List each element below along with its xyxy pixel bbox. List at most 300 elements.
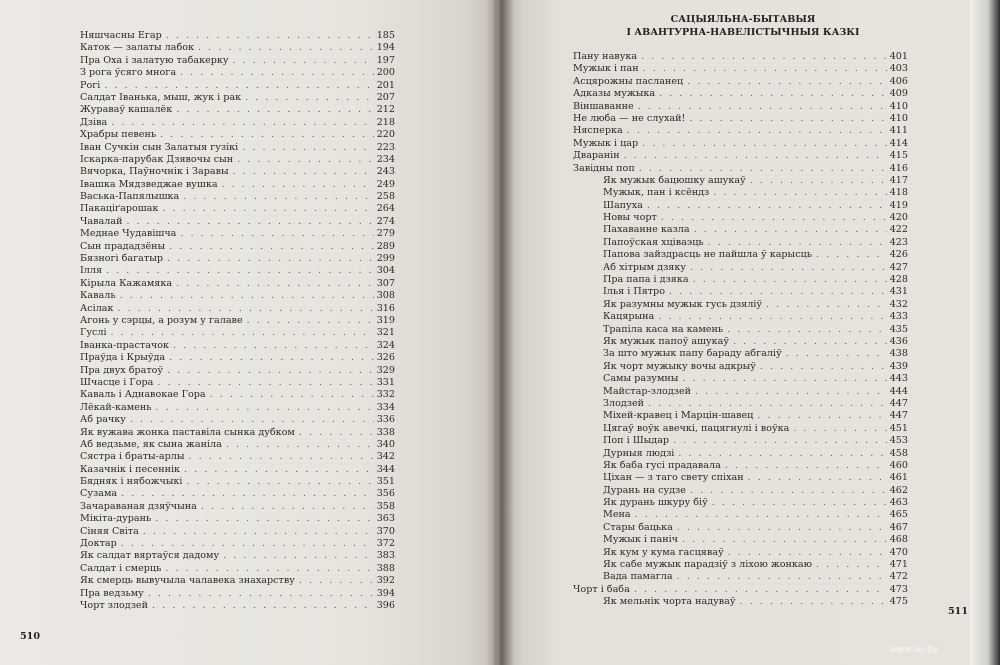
toc-entry-page: 329	[376, 364, 395, 376]
toc-entry-title: Шапуха	[603, 199, 643, 211]
toc-entry	[573, 175, 908, 187]
toc-entry-page: 388	[376, 562, 395, 574]
toc-dot-leader	[789, 423, 886, 435]
toc-entry	[573, 596, 908, 608]
toc-entry-title: Дзіва	[80, 116, 108, 128]
toc-entry	[80, 526, 395, 538]
toc-entry-title: Храбры певень	[80, 129, 157, 141]
toc-entry-page: 185	[376, 30, 395, 41]
toc-entry	[573, 187, 908, 199]
toc-entry	[573, 373, 908, 385]
toc-dot-leader	[744, 472, 887, 484]
toc-entry-page: 473	[889, 583, 908, 595]
toc-entry	[573, 200, 908, 212]
toc-entry-page: 438	[889, 348, 908, 360]
toc-dot-leader	[620, 150, 887, 162]
toc-entry-title: Іван Сучкін сын Залатыя гузікі	[80, 141, 239, 153]
toc-dot-leader	[724, 547, 887, 559]
toc-dot-leader	[643, 200, 887, 212]
toc-dot-leader	[708, 497, 887, 509]
toc-entry-page: 338	[376, 426, 395, 438]
toc-entry-title: Новы чорт	[603, 212, 657, 224]
toc-entry-page: 289	[376, 240, 395, 252]
toc-entry-page: 416	[889, 162, 908, 174]
toc-entry-page: 471	[889, 559, 908, 571]
page-edge	[970, 0, 1000, 665]
toc-entry-title: Мужык, пан і ксёндз	[603, 187, 710, 199]
toc-entry	[573, 522, 908, 534]
toc-dot-leader	[218, 179, 374, 191]
toc-entry	[573, 311, 908, 323]
toc-entry	[80, 154, 395, 166]
toc-dot-leader	[812, 249, 887, 261]
toc-entry-title: Міхей-кравец і Марцін-шавец	[603, 410, 754, 422]
toc-entry-title: Пахаванне казла	[603, 224, 690, 236]
toc-entry-page: 392	[376, 575, 395, 587]
toc-dot-leader	[151, 513, 373, 525]
toc-entry	[573, 286, 908, 298]
toc-dot-leader	[163, 365, 374, 377]
toc-entry-page: 220	[376, 129, 395, 141]
toc-entry-page: 334	[376, 401, 395, 413]
toc-dot-leader	[152, 402, 374, 414]
toc-entry	[573, 125, 908, 137]
toc-entry-title: Ілья і Пятро	[603, 286, 665, 298]
toc-entry	[80, 80, 395, 92]
toc-entry-title: Папоўская хціваэць	[603, 236, 704, 248]
toc-entry-title: Адказы мужыка	[573, 88, 656, 100]
toc-entry-title: Пра папа і дзяка	[603, 274, 689, 286]
toc-entry-title: Доктар	[80, 538, 117, 550]
toc-entry	[80, 228, 395, 240]
toc-entry-page: 363	[376, 513, 395, 525]
toc-entry	[80, 42, 395, 54]
toc-entry-page: 331	[376, 376, 395, 388]
toc-entry-page: 436	[889, 335, 908, 347]
toc-entry	[80, 588, 395, 600]
toc-entry-page: 344	[376, 463, 395, 475]
toc-entry-title: Дурныя людзі	[603, 447, 675, 459]
toc-entry-title: Вячорка, Паўночнік і Заравы	[80, 166, 229, 178]
toc-entry-page: 200	[376, 67, 395, 79]
toc-entry-title: Цягаў воўк авечкі, пацягнулі і воўка	[603, 422, 790, 434]
toc-entry-title: Пакаціґарошак	[80, 203, 159, 215]
toc-entry	[573, 101, 908, 113]
toc-entry-title: Як дурань шкуру біў	[603, 497, 708, 509]
toc-entry-page: 447	[889, 397, 908, 409]
toc-entry-title: Кацярына	[603, 311, 655, 323]
toc-entry-title: Салдат Іванька, мыш, жук і рак	[80, 91, 242, 103]
toc-entry	[80, 278, 395, 290]
toc-entry-page: 411	[889, 125, 908, 137]
toc-dot-leader	[176, 67, 374, 79]
toc-entry-title: Агонь у сэрцы, а розум у галаве	[80, 314, 243, 326]
toc-entry	[80, 550, 395, 562]
toc-entry-page: 194	[376, 42, 395, 54]
toc-entry-title: Іванка-прастачок	[80, 339, 170, 351]
toc-dot-leader	[635, 163, 887, 175]
toc-entry-page: 223	[376, 141, 395, 153]
toc-entry-page: 428	[889, 274, 908, 286]
toc-entry-title: Аб рачку	[80, 414, 126, 426]
toc-dot-leader	[179, 191, 373, 203]
toc-dot-leader	[197, 501, 374, 513]
toc-entry-page: 264	[376, 203, 395, 215]
toc-entry	[573, 497, 908, 509]
toc-entry-title: Поп і Шыдар	[603, 435, 670, 447]
toc-entry	[80, 253, 395, 265]
toc-entry	[573, 435, 908, 447]
toc-entry-page: 475	[889, 596, 908, 608]
toc-dot-leader	[100, 80, 373, 92]
toc-dot-leader	[172, 278, 374, 290]
toc-entry-title: Завідны поп	[573, 162, 635, 174]
toc-entry	[80, 179, 395, 191]
toc-entry-title: З рога ўсяго многа	[80, 67, 177, 79]
toc-dot-leader	[691, 386, 887, 398]
toc-entry-page: 463	[889, 497, 908, 509]
toc-dot-leader	[180, 464, 374, 476]
toc-entry	[80, 365, 395, 377]
toc-entry-page: 417	[889, 174, 908, 186]
toc-entry-page: 470	[889, 546, 908, 558]
toc-entry-title: За што мужык папу бараду абгаліў	[603, 348, 782, 360]
toc-entry-page: 197	[376, 54, 395, 66]
toc-dot-leader	[630, 584, 887, 596]
toc-entry-title: Як вужава жонка паставіла сынка дубком	[80, 426, 295, 438]
toc-entry-page: 396	[376, 599, 395, 611]
toc-entry-title: Аб ведзьме, як сына жаніла	[80, 438, 222, 450]
toc-entry	[80, 389, 395, 401]
left-page-number: 510	[20, 631, 41, 642]
toc-dot-leader	[139, 526, 374, 538]
toc-dot-leader	[685, 113, 886, 125]
toc-entry	[573, 410, 908, 422]
toc-entry-title: Як разумны мужык гусь дзяліў	[603, 298, 763, 310]
toc-dot-leader	[102, 265, 374, 277]
toc-dot-leader	[156, 129, 374, 141]
toc-entry-title: Ілля	[80, 265, 103, 277]
toc-entry	[573, 76, 908, 88]
toc-entry-page: 356	[376, 488, 395, 500]
toc-dot-leader	[295, 575, 374, 587]
toc-entry-title: Трапіла каса на камень	[603, 323, 724, 335]
toc-dot-leader	[165, 241, 374, 253]
toc-entry	[573, 88, 908, 100]
toc-entry-page: 406	[889, 75, 908, 87]
toc-dot-leader	[107, 327, 374, 339]
toc-entry-page: 432	[889, 298, 908, 310]
toc-entry-title: Не люба — не слухай!	[573, 112, 686, 124]
toc-dot-leader	[654, 311, 886, 323]
toc-entry-title: Як мужык бацюшку ашукаў	[603, 174, 746, 186]
toc-dot-leader	[183, 476, 374, 488]
toc-entry-title: Як баба гусі прадавала	[603, 459, 721, 471]
toc-dot-leader	[704, 237, 887, 249]
toc-dot-leader	[233, 154, 374, 166]
toc-entry-title: Мужык і цар	[573, 137, 639, 149]
toc-entry-title: Жураваў кашалёк	[80, 104, 173, 116]
toc-entry-page: 394	[376, 587, 395, 599]
toc-dot-leader	[206, 389, 374, 401]
toc-dot-leader	[638, 138, 887, 150]
toc-entry	[80, 241, 395, 253]
toc-entry-page: 415	[889, 150, 908, 162]
toc-entry-title: Злодзей	[603, 397, 645, 409]
toc-entry-title: Бядняк і нябожчыкі	[80, 476, 183, 488]
toc-entry-title: Стары бацька	[603, 521, 673, 533]
toc-entry-page: 319	[376, 314, 395, 326]
left-toc-list	[80, 30, 395, 612]
toc-dot-leader	[709, 187, 886, 199]
toc-entry-page: 472	[889, 571, 908, 583]
toc-entry-title: Мужык і паніч	[603, 534, 679, 546]
toc-entry	[80, 166, 395, 178]
toc-entry-page: 326	[376, 352, 395, 364]
toc-entry	[80, 575, 395, 587]
toc-entry-title: Гуслі	[80, 327, 107, 339]
toc-dot-leader	[116, 290, 374, 302]
toc-entry	[80, 488, 395, 500]
toc-entry-page: 447	[889, 410, 908, 422]
toc-entry-page: 308	[376, 290, 395, 302]
toc-entry-title: Як салдат вяртаўся дадому	[80, 550, 220, 562]
toc-dot-leader	[723, 324, 887, 336]
toc-entry-page: 420	[889, 212, 908, 224]
toc-entry-title: Аб хітрым дзяку	[603, 261, 686, 273]
section-heading-line-1: САЦЫЯЛЬНА-БЫТАВЫЯ	[670, 14, 816, 25]
toc-dot-leader	[194, 42, 374, 54]
toc-entry-page: 403	[889, 63, 908, 75]
toc-entry	[80, 340, 395, 352]
toc-entry-title: Пра Оха і залатую табакерку	[80, 54, 229, 66]
toc-entry-page: 370	[376, 525, 395, 537]
toc-entry-title: Папова зайздрасць не пайшла ў карысць	[603, 249, 812, 261]
toc-entry-page: 462	[889, 484, 908, 496]
toc-entry	[573, 63, 908, 75]
toc-dot-leader	[812, 559, 887, 571]
toc-entry	[573, 485, 908, 497]
toc-entry	[80, 129, 395, 141]
toc-entry-title: Іскарка-парубак Дзявочы сын	[80, 153, 234, 165]
toc-entry-title: Дваранін	[573, 150, 620, 162]
toc-entry	[573, 237, 908, 249]
toc-entry-title: Мена	[603, 509, 631, 521]
toc-entry-page: 465	[889, 509, 908, 521]
toc-entry-page: 201	[376, 79, 395, 91]
toc-entry-page: 321	[376, 327, 395, 339]
toc-entry-page: 258	[376, 191, 395, 203]
toc-dot-leader	[219, 550, 374, 562]
toc-entry-page: 468	[889, 534, 908, 546]
toc-entry	[80, 67, 395, 79]
toc-entry-title: Чорт і баба	[573, 583, 630, 595]
toc-entry-title: Бязногі багатыр	[80, 253, 163, 265]
toc-dot-leader	[117, 538, 374, 550]
toc-entry-title: Як чорт мужыку вочы адкрыў	[603, 360, 756, 372]
toc-dot-leader	[222, 439, 374, 451]
toc-entry-title: Асцярожны пасланец	[573, 75, 684, 87]
toc-entry-title: Чавалай	[80, 215, 123, 227]
toc-entry	[80, 203, 395, 215]
toc-entry-title: Мужык і пан	[573, 63, 639, 75]
toc-entry-page: 409	[889, 88, 908, 100]
toc-entry	[80, 290, 395, 302]
toc-dot-leader	[229, 55, 374, 67]
toc-entry-page: 383	[376, 550, 395, 562]
toc-dot-leader	[753, 410, 886, 422]
toc-entry-title: Пра двух братоў	[80, 364, 164, 376]
toc-entry	[573, 534, 908, 546]
toc-entry-title: Майстар-злодзей	[603, 385, 692, 397]
toc-entry-title: Сіняя Світа	[80, 525, 139, 537]
toc-dot-leader	[117, 488, 374, 500]
toc-dot-leader	[122, 216, 373, 228]
toc-entry-title: Як кум у кума гасцяваў	[603, 546, 724, 558]
toc-entry-title: Меднае Чудавішча	[80, 228, 177, 240]
toc-entry	[80, 563, 395, 575]
toc-dot-leader	[295, 427, 374, 439]
toc-entry-title: Ціхан — з таго свету спіхан	[603, 472, 744, 484]
toc-entry-title: Васька-Папялышка	[80, 191, 180, 203]
toc-entry	[80, 427, 395, 439]
toc-entry	[573, 472, 908, 484]
toc-entry-page: 336	[376, 414, 395, 426]
toc-dot-leader	[665, 286, 887, 298]
toc-entry	[573, 163, 908, 175]
toc-dot-leader	[158, 203, 373, 215]
toc-entry-title: Сын прададзёны	[80, 240, 166, 252]
toc-entry-title: Каваль і Аднавокае Гора	[80, 389, 206, 401]
toc-entry-page: 443	[889, 373, 908, 385]
toc-entry	[573, 559, 908, 571]
toc-entry-page: 340	[376, 438, 395, 450]
toc-dot-leader	[161, 563, 373, 575]
toc-dot-leader	[644, 398, 887, 410]
toc-entry-page: 212	[376, 104, 395, 116]
toc-entry-title: Каток — залаты лабок	[80, 42, 195, 54]
toc-entry	[573, 571, 908, 583]
toc-entry-page: 410	[889, 112, 908, 124]
toc-entry-page: 351	[376, 476, 395, 488]
toc-entry-title: Як мужык папоў ашукаў	[603, 335, 730, 347]
toc-entry-page: 410	[889, 100, 908, 112]
toc-entry-page: 324	[376, 339, 395, 351]
toc-entry-page: 274	[376, 215, 395, 227]
toc-entry-page: 419	[889, 199, 908, 211]
toc-entry-title: Дурань на судзе	[603, 484, 686, 496]
toc-entry-title: Як сабе мужык парадзіў з ліхою жонкаю	[603, 559, 812, 571]
toc-entry-title: Каваль	[80, 290, 116, 302]
toc-entry-title: Салдат і смерць	[80, 562, 162, 574]
toc-dot-leader	[637, 51, 887, 63]
toc-entry	[80, 414, 395, 426]
toc-dot-leader	[631, 509, 887, 521]
toc-entry	[573, 262, 908, 274]
toc-entry-page: 372	[376, 538, 395, 550]
toc-entry-page: 307	[376, 277, 395, 289]
toc-entry	[80, 265, 395, 277]
toc-entry	[573, 224, 908, 236]
toc-dot-leader	[736, 596, 887, 608]
toc-dot-leader	[634, 101, 887, 113]
toc-dot-leader	[148, 600, 374, 612]
toc-entry-title: Шчасце і Гора	[80, 376, 154, 388]
toc-entry	[573, 584, 908, 596]
toc-dot-leader	[756, 361, 887, 373]
toc-entry-title: Вада памагла	[603, 571, 673, 583]
toc-dot-leader	[729, 336, 887, 348]
toc-entry-title: Чорт злодзей	[80, 599, 149, 611]
toc-entry	[573, 299, 908, 311]
toc-entry-page: 453	[889, 435, 908, 447]
toc-dot-leader	[669, 435, 887, 447]
toc-dot-leader	[107, 117, 373, 129]
toc-entry	[80, 501, 395, 513]
toc-entry-page: 234	[376, 153, 395, 165]
toc-dot-leader	[162, 30, 374, 42]
toc-entry-title: Нясперка	[573, 125, 623, 137]
toc-entry	[573, 509, 908, 521]
toc-entry-page: 218	[376, 116, 395, 128]
toc-entry-title: Івашка Мядзведжае вушка	[80, 178, 218, 190]
toc-entry	[80, 55, 395, 67]
toc-dot-leader	[241, 92, 374, 104]
toc-dot-leader	[623, 125, 887, 137]
toc-entry	[573, 212, 908, 224]
toc-entry	[573, 448, 908, 460]
toc-entry	[573, 423, 908, 435]
toc-dot-leader	[165, 352, 374, 364]
toc-entry-title: Кірыла Кажамяка	[80, 277, 173, 289]
toc-dot-leader	[229, 166, 374, 178]
toc-dot-leader	[655, 88, 887, 100]
toc-dot-leader	[639, 63, 887, 75]
toc-entry	[80, 513, 395, 525]
toc-dot-leader	[673, 571, 887, 583]
toc-dot-leader	[238, 142, 373, 154]
toc-entry-page: 418	[889, 187, 908, 199]
toc-entry-page: 435	[889, 323, 908, 335]
toc-entry-title: Самы разумны	[603, 373, 679, 385]
toc-dot-leader	[172, 104, 373, 116]
toc-entry	[80, 439, 395, 451]
toc-entry	[80, 464, 395, 476]
toc-dot-leader	[690, 224, 887, 236]
toc-entry	[80, 538, 395, 550]
book-gutter	[486, 0, 514, 665]
toc-entry-page: 414	[889, 137, 908, 149]
toc-entry-title: Мікіта-дурань	[80, 513, 152, 525]
toc-entry-page: 433	[889, 311, 908, 323]
toc-dot-leader	[185, 451, 374, 463]
toc-entry-title: Няшчасны Егар	[80, 30, 162, 41]
toc-entry-page: 279	[376, 228, 395, 240]
toc-entry-title: Як мельнік чорта надуваў	[603, 596, 736, 608]
toc-entry-title: Асілак	[80, 302, 114, 314]
toc-entry-page: 431	[889, 286, 908, 298]
toc-dot-leader	[657, 212, 887, 224]
toc-entry	[573, 460, 908, 472]
toc-dot-leader	[689, 274, 887, 286]
toc-entry-page: 439	[889, 360, 908, 372]
toc-dot-leader	[144, 588, 374, 600]
toc-dot-leader	[746, 175, 887, 187]
toc-dot-leader	[126, 414, 374, 426]
toc-entry	[573, 398, 908, 410]
toc-entry	[573, 138, 908, 150]
toc-entry	[573, 386, 908, 398]
